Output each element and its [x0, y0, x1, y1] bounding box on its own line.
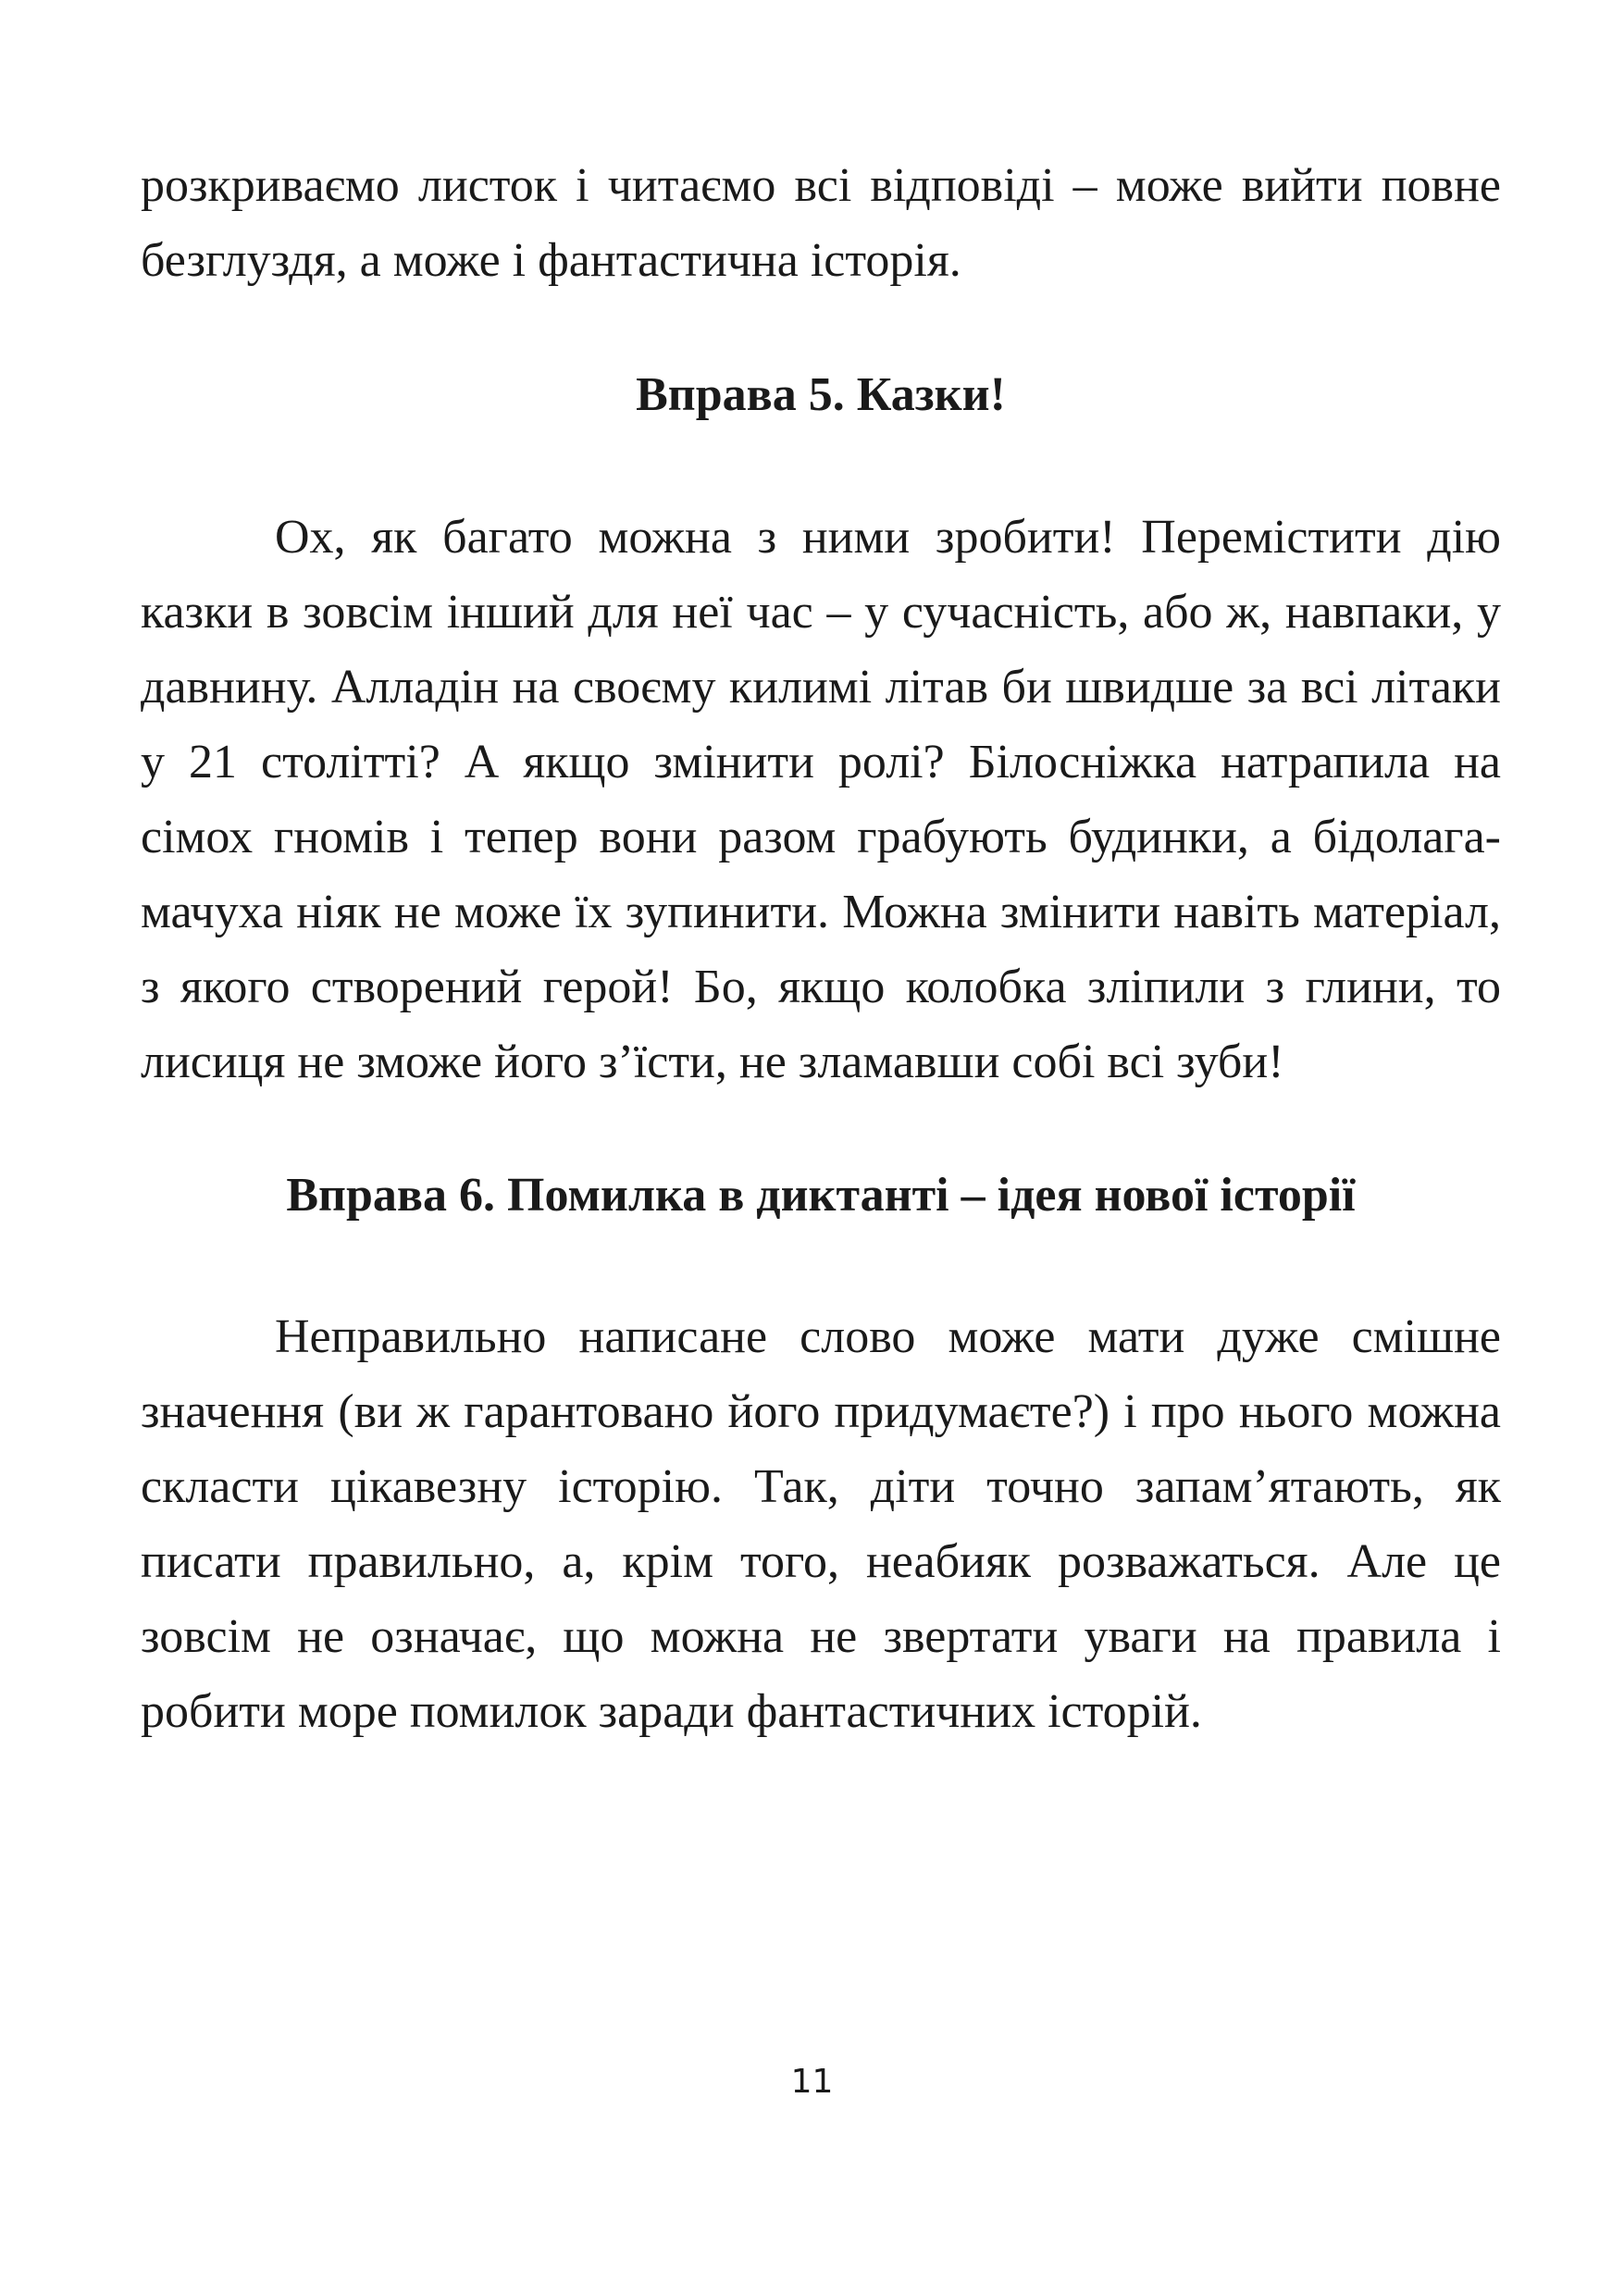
paragraph-exercise-6: Неправильно написане слово може мати дуже смішне значення (ви ж гарантовано його придумаєте?) і про нього можна скласти цікавезну історію. Так, діти точно запам’ятають, як писати правильно, а, крім того, неабияк розважаться. Але це зовсім не означає, що можна не звертати уваги на правила і робити море помилок заради фантастичних історій.	[141, 1310, 1525, 1738]
page-content	[141, 148, 1525, 1749]
heading-exercise-6: Вправа 6. Помилка в диктанті – ідея нової історії	[286, 1169, 1356, 1222]
heading-exercise-5: Вправа 5. Казки!	[636, 368, 1006, 421]
paragraph-exercise-5: Ох, як багато можна з ними зробити! Перемістити дію казки в зовсім інший для неї час – у сучасність, або ж, навпаки, у давнину. Алладін на своєму килимі літав би швидше за всі літаки у 21 столітті? А якщо змінити ролі? Білосніжка натрапила на сімох гномів і тепер вони разом грабують будинки, а бідолага-мачуха ніяк не може їх зупинити. Можна змінити навіть матеріал, з якого створений герой! Бо, якщо колобка зліпили з глини, то лисиця не зможе його з’їсти, не зламавши собі всі зуби!	[141, 511, 1513, 1088]
paragraph-intro: розкриваємо листок і читаємо всі відповіді – може вийти повне безглуздя, а може і фантастична історія.	[141, 159, 1513, 287]
page-number: 11	[790, 2063, 834, 2101]
